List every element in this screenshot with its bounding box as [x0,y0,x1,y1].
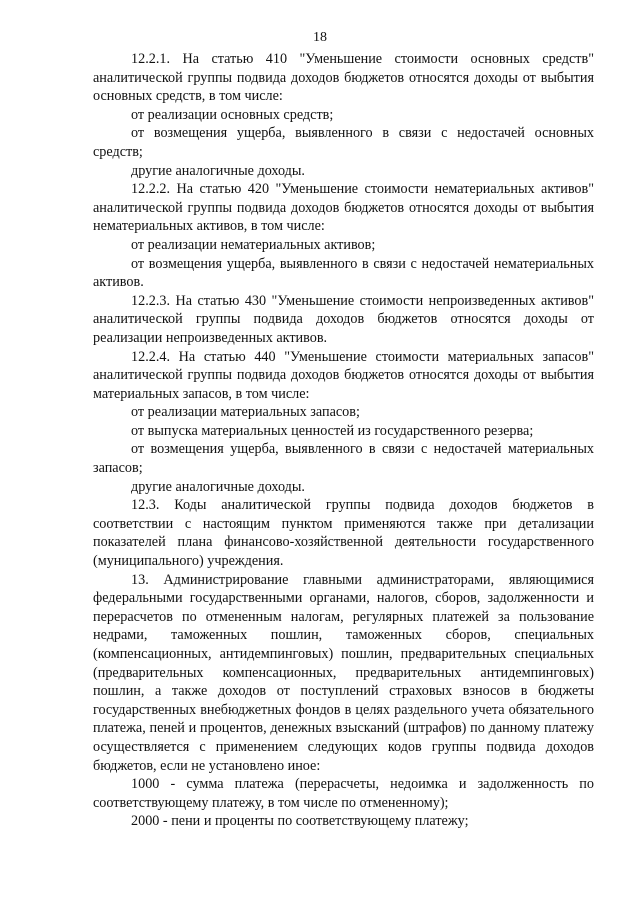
paragraph-12-2-4: 12.2.4. На статью 440 "Уменьшение стоимости материальных запасов" аналитической группы подвида доходов бюджетов относятся доходы от выбытия материальных запасов, в том числе: [93,348,594,402]
list-item: от возмещения ущерба, выявленного в связи с недостачей основных средств; [93,125,594,160]
paragraph-12-2-3: 12.2.3. На статью 430 "Уменьшение стоимости непроизведенных активов" аналитической группы подвида доходов бюджетов относятся доходы от реализации непроизведенных активов. [93,292,594,346]
page-number: 18 [313,30,327,45]
paragraph-12-2-1: 12.2.1. На статью 410 "Уменьшение стоимости основных средств" аналитической группы подвида доходов бюджетов относятся доходы от выбытия основных средств, в том числе: [93,51,594,105]
list-item: другие аналогичные доходы. [131,478,305,495]
list-item: от реализации материальных запасов; [131,404,360,421]
code-2000-item: 2000 - пени и проценты по соответствующему платежу; [131,813,469,830]
list-item: от возмещения ущерба, выявленного в связи с недостачей материальных запасов; [93,441,594,477]
paragraph-12-3: 12.3. Коды аналитической группы подвида доходов бюджетов в соответствии с настоящим пунктом применяются также при детализации показателей плана финансово-хозяйственной деятельности государственного (муниципального) учреждения. [93,497,594,570]
paragraph-12-2-2: 12.2.2. На статью 420 "Уменьшение стоимости нематериальных активов" аналитической группы подвида доходов бюджетов относятся доходы от выбытия нематериальных активов, в том числе: [93,181,594,235]
document-body [93,50,594,831]
paragraph-13: 13. Администрирование главными администраторами, являющимися федеральными государственными органами, налогов, сборов, задолженности и перерасчетов по отмененным налогам, регулярных платежей за пользование недрами, таможенных пошлин, таможенных сборов, специальных (компенсационных, антидемпинговых) пошлин, предварительных специальных (предварительных компенсационных, предварительных антидемпинговых) пошлин, а также доходов от поступлений страховых взносов в бюджеты государственных внебюджетных фондов в целях раздельного учета обязательного платежа, пеней и процентов, денежных взысканий (штрафов) по данному платежу осуществляется с применением следующих кодов группы подвида доходов бюджетов, если не установлено иное: [93,571,594,774]
list-item: от реализации нематериальных активов; [131,236,376,253]
list-item: от выпуска материальных ценностей из государственного резерва; [131,422,534,439]
list-item: от возмещения ущерба, выявленного в связи с недостачей нематериальных активов. [93,255,594,291]
list-item: от реализации основных средств; [131,106,334,123]
code-1000-item: 1000 - сумма платежа (перерасчеты, недоимка и задолженность по соответствующему платежу, в том числе по отмененному); [93,776,594,811]
list-item: другие аналогичные доходы. [131,162,305,179]
